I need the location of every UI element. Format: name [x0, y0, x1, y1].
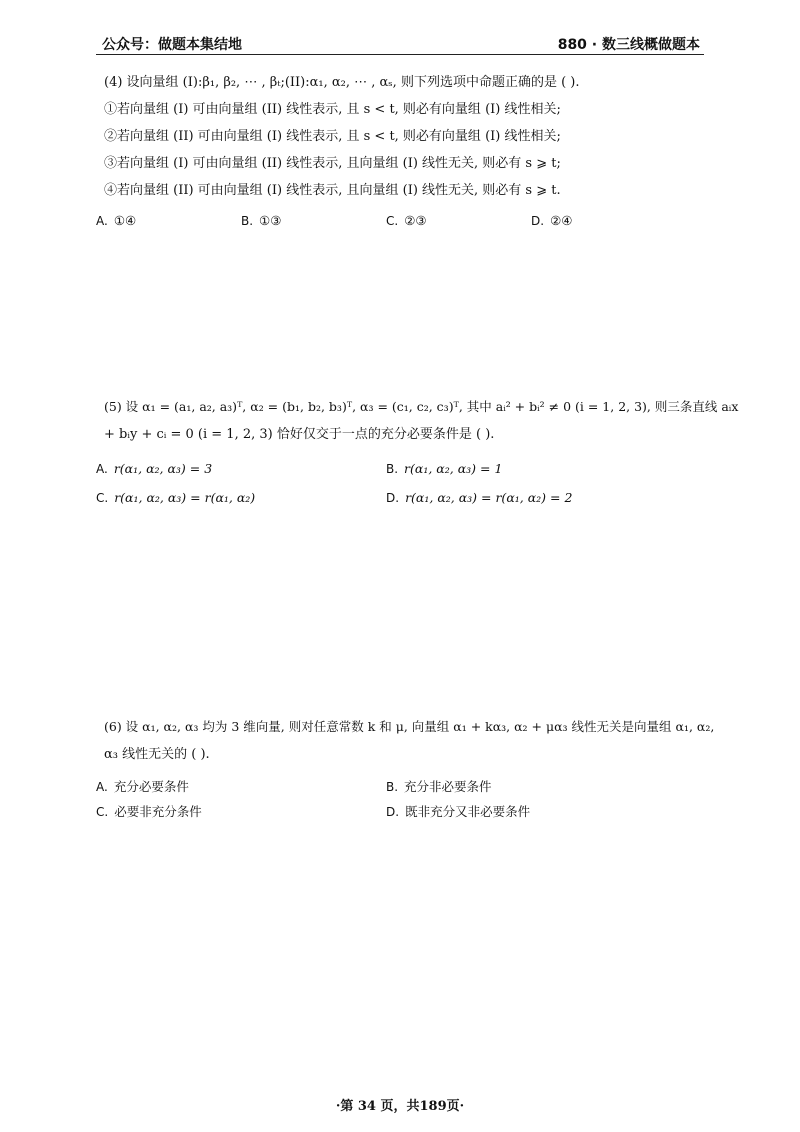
question-6-option-b[interactable]	[386, 778, 492, 796]
question-4-statement-2: ②若向量组 (II) 可由向量组 (I) 线性表示, 且 s < t, 则必有向量组 (I) 线性相关;	[104, 129, 561, 144]
option-label: D.	[386, 805, 400, 819]
option-text: 必要非充分条件	[114, 804, 202, 819]
question-4-option-b[interactable]	[241, 212, 281, 230]
option-text: 充分非必要条件	[404, 779, 492, 794]
question-5	[96, 392, 739, 512]
question-6-option-c[interactable]	[96, 803, 202, 821]
question-4-statement-3: ③若向量组 (I) 可由向量组 (II) 线性表示, 且向量组 (I) 线性无关, 则必有 s ⩾ t;	[104, 156, 561, 171]
question-6	[96, 712, 715, 822]
option-text: 充分必要条件	[113, 779, 189, 794]
option-text: ①③	[259, 213, 282, 228]
option-label: D.	[386, 491, 400, 505]
option-text: r(α₁, α₂, α₃) = r(α₁, α₂) = 2	[405, 490, 573, 505]
option-label: B.	[386, 462, 399, 476]
page-header	[96, 28, 704, 55]
question-4-option-a[interactable]	[96, 212, 136, 230]
question-6-option-a[interactable]	[96, 778, 189, 796]
option-label: B.	[241, 214, 254, 228]
question-4-stem: (4) 设向量组 (I):β₁, β₂, ⋯ , βₜ;(II):α₁, α₂, ⋯ , αₛ, 则下列选项中命题正确的是 ( ).	[104, 75, 580, 90]
question-4-statement-4: ④若向量组 (II) 可由向量组 (I) 线性表示, 且向量组 (I) 线性无关, 则必有 s ⩾ t.	[104, 183, 561, 198]
question-5-option-b[interactable]	[386, 460, 502, 478]
question-4-option-c[interactable]	[386, 212, 427, 230]
question-4	[96, 70, 704, 240]
option-label: A.	[96, 214, 108, 228]
option-label: C.	[96, 805, 109, 819]
option-label: A.	[96, 462, 108, 476]
option-text: r(α₁, α₂, α₃) = r(α₁, α₂)	[114, 490, 256, 505]
option-text: ①④	[113, 213, 137, 228]
header-book-title: 880 · 数三线概做题本	[557, 37, 700, 53]
page-number: ·第 34 页，共189页·	[335, 1099, 465, 1114]
question-4-option-d[interactable]	[531, 212, 572, 230]
option-text: ②④	[550, 213, 573, 228]
question-4-statement-1: ①若向量组 (I) 可由向量组 (II) 线性表示, 且 s < t, 则必有向量组 (I) 线性相关;	[104, 102, 561, 117]
option-text: r(α₁, α₂, α₃) = 1	[404, 461, 503, 476]
option-label: B.	[386, 780, 399, 794]
question-5-option-c[interactable]	[96, 489, 255, 507]
question-6-stem-line-2: α₃ 线性无关的 ( ).	[104, 747, 210, 762]
option-label: C.	[96, 491, 109, 505]
question-5-stem-line-2: + bᵢy + cᵢ = 0 (i = 1, 2, 3) 恰好仅交于一点的充分必要条件是 ( ).	[104, 427, 495, 442]
question-5-stem-line-1: (5) 设 α₁ = (a₁, a₂, a₃)ᵀ, α₂ = (b₁, b₂, b₃)ᵀ, α₃ = (c₁, c₂, c₃)ᵀ, 其中 aᵢ² + bᵢ² ≠ 0 (i = 1, 2, 3), 则三条直线 aᵢx	[104, 399, 739, 414]
option-text: 既非充分又非必要条件	[405, 804, 531, 819]
question-5-option-a[interactable]	[96, 460, 212, 478]
option-text: r(α₁, α₂, α₃) = 3	[113, 461, 213, 476]
question-6-option-d[interactable]	[386, 803, 530, 821]
option-label: C.	[386, 214, 399, 228]
option-label: A.	[96, 780, 108, 794]
header-source: 公众号：做题本集结地	[102, 37, 242, 53]
question-6-stem-line-1: (6) 设 α₁, α₂, α₃ 均为 3 维向量, 则对任意常数 k 和 μ, 向量组 α₁ + kα₃, α₂ + μα₃ 线性无关是向量组 α₁, α₂,	[104, 719, 715, 734]
option-text: ②③	[404, 213, 427, 228]
option-label: D.	[531, 214, 545, 228]
question-5-option-d[interactable]	[386, 489, 572, 507]
